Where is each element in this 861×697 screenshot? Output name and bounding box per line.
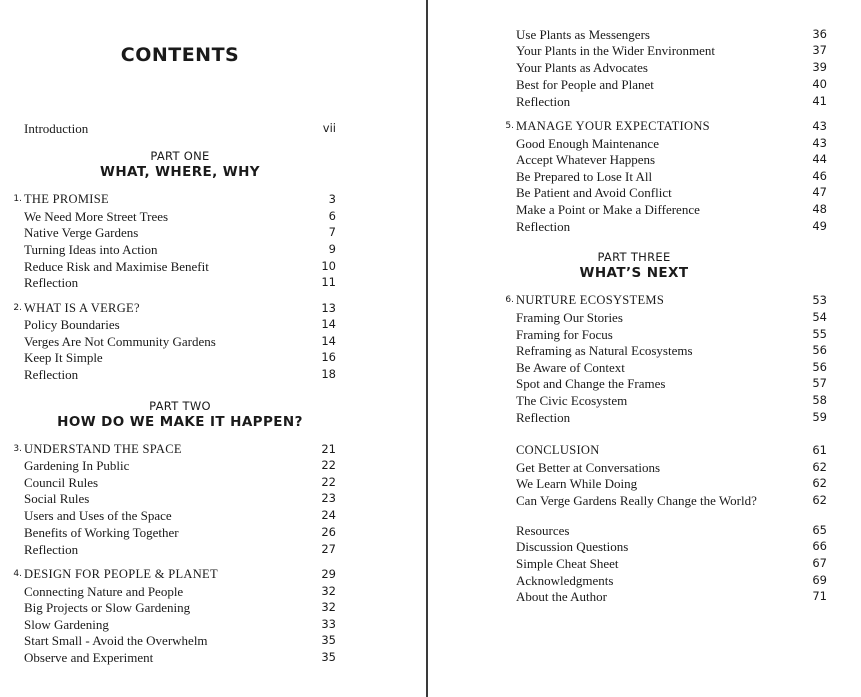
entry-label: Benefits of Working Together [24,525,179,540]
entry-page: 66 [812,539,827,553]
entry-label: Framing Our Stories [516,310,623,325]
toc-entry[interactable] [24,583,336,600]
entry-label: Council Rules [24,475,99,490]
toc-entry[interactable] [516,326,827,343]
toc-entry[interactable] [516,59,827,76]
entry-label: Reduce Risk and Maximise Benefit [24,259,209,274]
entry-page: 36 [812,27,827,41]
entry-label: Turning Ideas into Action [24,242,158,257]
chapter-title: UNDERSTAND THE SPACE [24,442,182,456]
entry-label: Discussion Questions [516,539,629,554]
entry-label: About the Author [516,589,607,604]
entry-label: Your Plants in the Wider Environment [516,43,716,58]
toc-entry[interactable] [516,135,827,152]
chapter-3-heading[interactable] [13,441,336,458]
chapter-page: 21 [321,442,336,456]
entry-page: 18 [321,367,336,381]
toc-entry[interactable] [24,333,336,350]
chapter-1-heading[interactable] [13,191,336,208]
conclusion-title: CONCLUSION [516,443,600,457]
entry-label: Acknowledgments [516,573,614,588]
toc-entry-backmatter[interactable] [516,538,827,555]
chapter-number: 5. [505,121,514,131]
entry-label: Policy Boundaries [24,317,120,332]
toc-entry[interactable] [516,93,827,110]
part-three-label: PART THREE [597,250,671,264]
toc-entry[interactable] [516,26,827,43]
toc-entry[interactable] [516,42,827,59]
toc-entry[interactable] [516,459,827,476]
contents-title: CONTENTS [120,44,240,66]
entry-label: Be Patient and Avoid Conflict [516,185,672,200]
toc-entry[interactable] [24,474,336,491]
toc-entry[interactable] [516,76,827,93]
entry-label: Social Rules [24,491,90,506]
entry-page: vii [322,121,336,135]
entry-label: Be Prepared to Lose It All [516,169,653,184]
entry-label: Good Enough Maintenance [516,136,659,151]
entry-label: Reflection [516,410,571,425]
toc-entry[interactable] [516,409,827,426]
chapter-number: 3. [13,444,22,454]
entry-label: Resources [516,523,570,538]
entry-page: 32 [321,584,336,598]
entry-label: Be Aware of Context [516,360,625,375]
entry-label: Introduction [24,121,89,136]
toc-entry[interactable] [24,457,336,474]
part-one-label: PART ONE [150,149,210,163]
entry-label: Get Better at Conversations [516,460,661,475]
chapter-page: 53 [812,293,827,307]
entry-label: The Civic Ecosystem [516,393,628,408]
toc-entry[interactable] [24,599,336,616]
toc-entry[interactable] [516,342,827,359]
entry-label: Slow Gardening [24,617,109,632]
chapter-6-heading[interactable] [505,292,827,309]
chapter-5-heading[interactable] [505,118,827,135]
entry-page: 41 [812,94,827,108]
entry-page: 56 [812,360,827,374]
chapter-title: NURTURE ECOSYSTEMS [516,293,665,307]
entry-page: 27 [321,542,336,556]
entry-label: Reflection [516,219,571,234]
entry-page: 62 [812,460,827,474]
chapter-number: 6. [505,295,514,305]
toc-entry[interactable] [24,632,336,649]
entry-label: Users and Uses of the Space [24,508,172,523]
entry-page: 62 [812,476,827,490]
entry-page: 7 [328,225,336,239]
entry-page: 6 [328,209,336,223]
toc-entry[interactable] [24,349,336,366]
entry-label: Keep It Simple [24,350,103,365]
entry-page: 32 [321,600,336,614]
entry-page: 35 [321,633,336,647]
entry-page: 16 [321,350,336,364]
entry-page: 48 [812,202,827,216]
part-two-title: HOW DO WE MAKE IT HAPPEN? [57,414,303,430]
entry-page: 11 [321,275,336,289]
toc-entry[interactable] [24,649,336,666]
toc-entry[interactable] [516,492,827,509]
entry-label: We Learn While Doing [516,476,638,491]
entry-page: 22 [321,475,336,489]
entry-page: 40 [812,77,827,91]
entry-page: 10 [321,259,336,273]
toc-entry[interactable] [516,151,827,168]
chapter-page: 43 [812,119,827,133]
entry-page: 57 [812,376,827,390]
chapter-title: WHAT IS A VERGE? [24,301,140,315]
entry-page: 33 [321,617,336,631]
toc-entry[interactable] [24,524,336,541]
entry-page: 67 [812,556,827,570]
entry-label: Framing for Focus [516,327,613,342]
entry-page: 22 [321,458,336,472]
toc-entry[interactable] [516,392,827,409]
entry-page: 69 [812,573,827,587]
chapter-2-heading[interactable] [13,300,336,317]
entry-label: Can Verge Gardens Really Change the World? [516,493,757,508]
chapter-title: MANAGE YOUR EXPECTATIONS [516,119,710,133]
part-two-label: PART TWO [149,399,211,413]
toc-entry[interactable] [516,309,827,326]
toc-entry-backmatter[interactable] [516,555,827,572]
toc-entry[interactable] [24,274,336,291]
entry-page: 39 [812,60,827,74]
entry-page: 62 [812,493,827,507]
entry-label: Observe and Experiment [24,650,154,665]
entry-label: Spot and Change the Frames [516,376,666,391]
entry-page: 71 [812,589,827,603]
chapter-number: 2. [13,303,22,313]
toc-entry[interactable] [516,375,827,392]
toc-entry[interactable] [516,168,827,185]
chapter-page: 13 [321,301,336,315]
entry-page: 58 [812,393,827,407]
entry-page: 55 [812,327,827,341]
entry-page: 65 [812,523,827,537]
entry-page: 54 [812,310,827,324]
chapter-4-heading[interactable] [13,566,336,583]
chapter-number: 4. [13,569,22,579]
entry-label: Big Projects or Slow Gardening [24,600,191,615]
toc-entry[interactable] [24,258,336,275]
entry-label: Native Verge Gardens [24,225,139,240]
toc-entry[interactable] [24,616,336,633]
entry-page: 9 [328,242,336,256]
toc-entry[interactable] [24,208,336,225]
entry-page: 56 [812,343,827,357]
entry-label: We Need More Street Trees [24,209,169,224]
entry-label: Verges Are Not Community Gardens [24,334,216,349]
toc-entry-backmatter[interactable] [516,522,827,539]
entry-label: Your Plants as Advocates [516,60,648,75]
entry-label: Reframing as Natural Ecosystems [516,343,693,358]
entry-page: 46 [812,169,827,183]
conclusion-heading[interactable] [516,442,827,459]
chapter-number: 1. [13,194,22,204]
entry-page: 59 [812,410,827,424]
entry-page: 26 [321,525,336,539]
entry-label: Accept Whatever Happens [516,152,656,167]
entry-page: 14 [321,317,336,331]
entry-label: Best for People and Planet [516,77,654,92]
chapter-title: DESIGN FOR PEOPLE & PLANET [24,567,218,581]
toc-entry[interactable] [516,218,827,235]
toc-entry[interactable] [24,316,336,333]
toc-entry-backmatter[interactable] [516,588,827,605]
part-three-title: WHAT’S NEXT [579,265,689,281]
entry-label: Reflection [516,94,571,109]
entry-label: Connecting Nature and People [24,584,184,599]
entry-page: 35 [321,650,336,664]
left-page [0,0,426,697]
chapter-title: THE PROMISE [24,192,109,206]
entry-label: Use Plants as Messengers [516,27,650,42]
entry-page: 24 [321,508,336,522]
entry-label: Reflection [24,275,79,290]
chapter-page: 61 [812,443,827,457]
toc-entry[interactable] [516,184,827,201]
entry-page: 43 [812,136,827,150]
entry-label: Make a Point or Make a Difference [516,202,700,217]
chapter-page: 29 [321,567,336,581]
entry-label: Gardening In Public [24,458,130,473]
chapter-page: 3 [328,192,336,206]
toc-entry-backmatter[interactable] [516,572,827,589]
toc-entry[interactable] [24,507,336,524]
entry-label: Reflection [24,367,79,382]
entry-page: 37 [812,43,827,57]
toc-entry[interactable] [516,359,827,376]
toc-entry[interactable] [24,241,336,258]
entry-page: 14 [321,334,336,348]
toc-entry[interactable] [516,475,827,492]
toc-entry[interactable] [24,541,336,558]
toc-entry-introduction[interactable] [24,120,336,137]
entry-page: 23 [321,491,336,505]
part-one-title: WHAT, WHERE, WHY [100,164,260,180]
entry-page: 44 [812,152,827,166]
entry-label: Reflection [24,542,79,557]
toc-entry[interactable] [24,366,336,383]
entry-label: Start Small - Avoid the Overwhelm [24,633,208,648]
toc-entry[interactable] [24,224,336,241]
toc-entry[interactable] [24,490,336,507]
toc-entry[interactable] [516,201,827,218]
entry-page: 49 [812,219,827,233]
right-page [428,0,861,697]
entry-page: 47 [812,185,827,199]
entry-label: Simple Cheat Sheet [516,556,619,571]
